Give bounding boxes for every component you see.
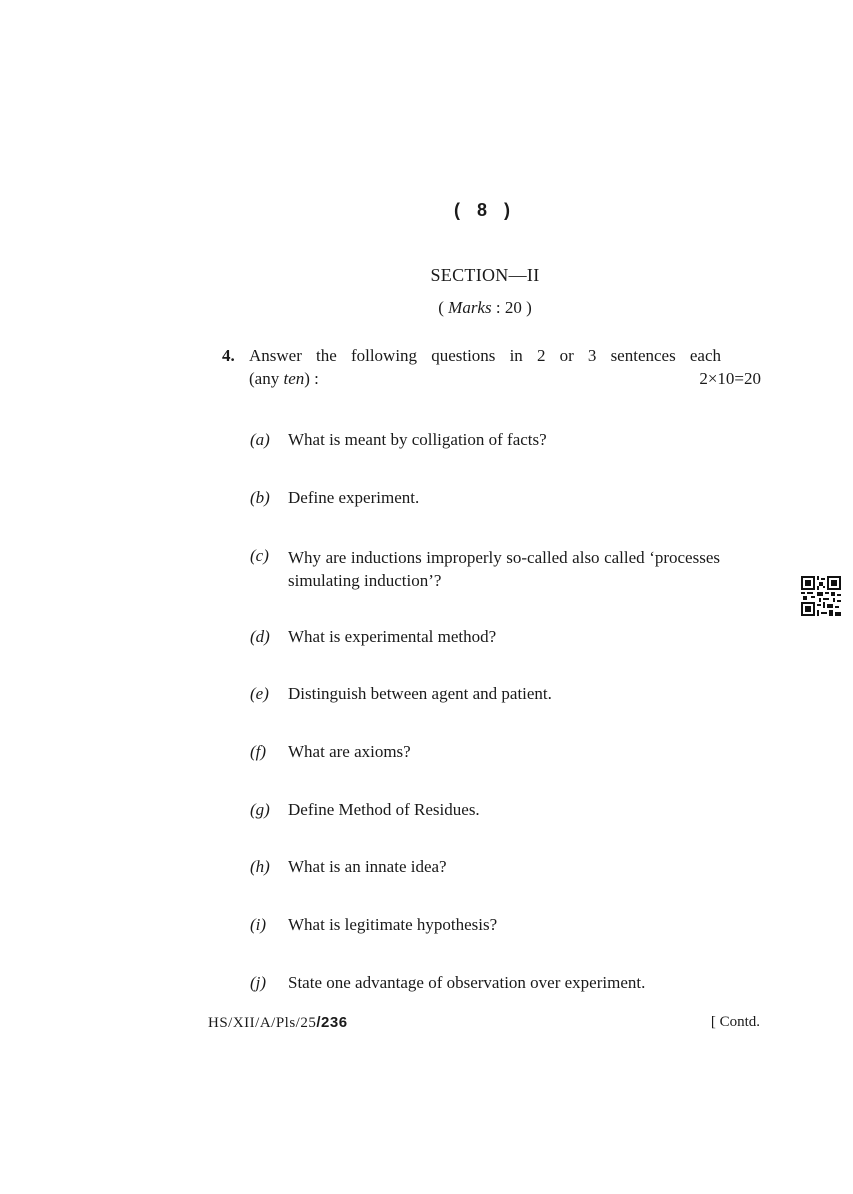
item-label: (e) [250,684,269,703]
item-label: (h) [250,857,270,876]
question-instruction: Answer the following questions in 2 or 3 sentences each [249,346,721,365]
item-text: Distinguish between agent and patient. [288,684,552,703]
item-text: What is experimental method? [288,627,497,646]
question-marks: 2×10=20 [699,369,761,388]
item-text: What are axioms? [288,742,411,761]
page-number: ( 8 ) [453,200,516,220]
item-label: (d) [250,627,270,646]
item-text: Define Method of Residues. [288,800,480,819]
item-label: (f) [250,742,267,761]
paper-code: HS/XII/A/Pls/25/236 [208,1014,348,1031]
item-label: (g) [250,800,270,819]
section-marks: ( Marks : 20 ) [438,298,532,317]
section-title: SECTION—II [430,265,540,285]
question-number: 4. [222,346,235,365]
item-text: Define experiment. [288,488,420,507]
item-label: (a) [250,430,270,449]
item-label: (j) [250,973,267,992]
qr-code-icon [801,576,841,616]
item-text: What is an innate idea? [288,857,447,876]
item-text: What is legitimate hypothesis? [288,915,498,934]
continued-note: [ Contd. [710,1014,760,1030]
question-instruction-cont: (any ten) : [249,369,319,388]
item-label: (b) [250,488,270,507]
item-text: State one advantage of observation over experiment. [288,973,646,992]
item-text: What is meant by colligation of facts? [288,430,547,449]
item-text: Why are inductions improperly so-called also called ‘processes simulating induction’? [288,548,720,590]
item-label: (i) [250,915,267,934]
item-label: (c) [250,546,269,565]
